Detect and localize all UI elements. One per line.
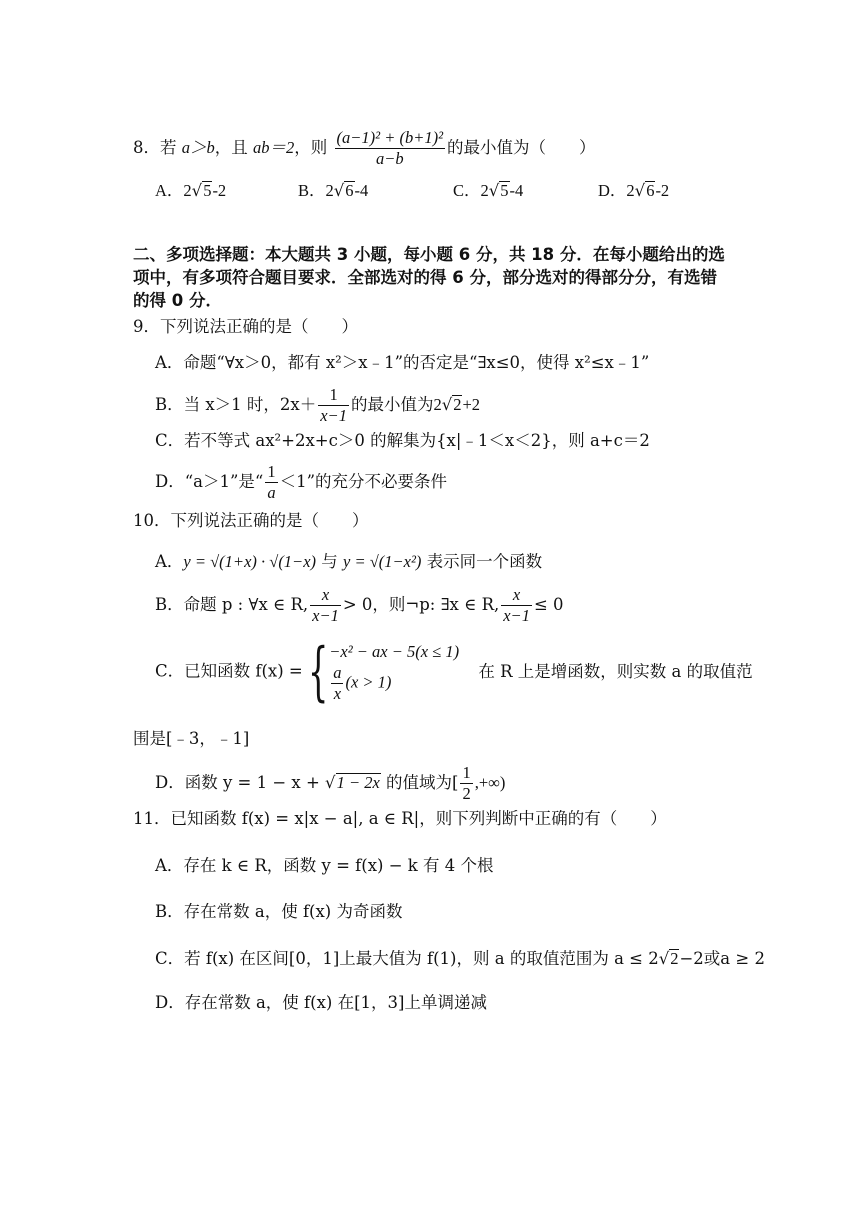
q9-option-d-fraction [265, 462, 277, 503]
q9-option-b-val-post: +2 [462, 395, 481, 414]
q8-stem-end: 的最小值为（ ） [447, 138, 596, 157]
q10-option-d-rad: 1 − 2x [336, 773, 380, 792]
q8-option-d-pre: 2 [626, 181, 635, 200]
q10-option-b-num1: x [310, 585, 341, 606]
q9-option-b: B．当 x＞1 时，2x＋ $\frac{1}{x-1}$ 的最小值为2√2+2 [155, 385, 481, 425]
q8-stem-post: ，则 [294, 138, 328, 157]
q9-option-b-fraction [318, 385, 349, 426]
q8-option-c: C．2√5-4 [453, 181, 524, 200]
q10-option-a-mid: 与 [316, 552, 344, 571]
q9-option-b-den: x−1 [320, 406, 347, 425]
q11-option-b: B．存在常数 a，使 f(x) 为奇函数 [155, 902, 403, 921]
q9-option-b-num: 1 [318, 385, 349, 406]
piecewise-case2-cond: (x > 1) [345, 671, 392, 691]
q8-stem-mid: ，且 [214, 138, 253, 157]
q11-option-c-rad: 2 [670, 949, 679, 968]
q8-fraction [335, 128, 446, 169]
q11-option-c-post: −2或a ≥ 2 [679, 949, 765, 968]
q8-option-b-label: B． [298, 181, 326, 200]
q9-option-d-pre: D．“a＞1”是“ [155, 472, 264, 491]
q10-option-a-post: 表示同一个函数 [421, 552, 543, 571]
q8-option-c-pre: 2 [480, 181, 489, 200]
q8-stem [133, 128, 596, 169]
q9-option-d-den: a [267, 483, 276, 502]
q11-option-c-pre: C．若 f(x) 在区间[0，1]上最大值为 f(1)，则 a 的取值范围为 a ≤ 2 [155, 949, 659, 968]
piecewise-case2-fraction [331, 663, 343, 704]
q10-option-b-den1: x−1 [312, 606, 339, 625]
q11-stem: 11．已知函数 f(x) = x|x − a|, a ∈ R|，则下列判断中正确的有（ ） [133, 809, 667, 828]
section2-line2: 项中，有多项符合题目要求．全部选对的得 6 分，部分选对的得部分分，有选错 [133, 268, 717, 287]
q8-option-a-label: A． [155, 181, 184, 200]
q8-option-c-post: -4 [509, 181, 524, 200]
q10-option-b-fraction2 [501, 585, 532, 626]
q8-option-a-post: -2 [212, 181, 227, 200]
q8-option-d: D．2√6-2 [598, 181, 670, 200]
q10-option-b-den2: x−1 [503, 606, 530, 625]
q8-option-d-post: -2 [655, 181, 670, 200]
q10-option-a-expr1: y = √(1+x) · √(1−x) [183, 552, 317, 571]
q9-option-d [155, 462, 447, 503]
q10-option-b-fraction1 [310, 585, 341, 626]
q9-option-d-post: ＜1”的充分不必要条件 [279, 472, 448, 491]
q10-option-d-den: 2 [462, 784, 471, 803]
piecewise-brace: { [307, 635, 329, 709]
q10-option-d-num: 1 [462, 763, 471, 782]
q10-option-b-mid: > 0，则¬p: ∃x ∈ R, [342, 595, 500, 614]
q9-option-d-num: 1 [267, 462, 276, 481]
section2-line3: 的得 0 分． [133, 291, 222, 310]
piecewise-case1: −x² − ax − 5(x ≤ 1) [329, 641, 460, 661]
q9-option-b-val-pre: 2 [433, 395, 442, 414]
q10-option-c [155, 635, 753, 709]
section2-line1: 二、多项选择题：本大题共 3 小题，每小题 6 分，共 18 分．在每小题给出的选 [133, 245, 725, 264]
q10-option-d-fraction [460, 763, 472, 804]
q10-option-c-cont: 围是[﹣3，﹣1] [133, 729, 250, 748]
q8-stem-pre: 8．若 [133, 138, 182, 157]
piecewise-case2 [329, 663, 459, 704]
q8-cond2: ab＝2 [253, 138, 295, 157]
q10-option-b-post: ≤ 0 [533, 595, 564, 614]
piecewise-cases [329, 641, 459, 704]
q10-option-d-pre: D．函数 y = 1 − x + [155, 773, 326, 792]
q10-option-c-pre: C．已知函数 f(x) = [155, 661, 303, 681]
q10-stem: 10．下列说法正确的是（ ） [133, 511, 369, 530]
q8-option-d-label: D． [598, 181, 627, 200]
q8-option-d-rad: 6 [646, 181, 655, 200]
q10-option-a [155, 551, 542, 573]
q8-option-a-rad: 5 [203, 181, 212, 200]
q9-option-b-post: 的最小值为 [350, 395, 434, 414]
q10-option-d-mid: 的值域为[ [380, 773, 459, 792]
piecewise-case2-num: a [333, 662, 342, 682]
q10-option-b-pre: B．命题 p : ∀x ∈ R, [155, 595, 309, 614]
q10-option-b-num2: x [501, 585, 532, 606]
q8-option-b-post: -4 [354, 181, 369, 200]
piecewise-case2-den: x [333, 683, 342, 703]
q10-option-c-post: 在 R 上是增函数，则实数 a 的取值范 [478, 661, 753, 681]
q10-option-a-pre: A． [155, 552, 184, 571]
q10-option-d: D．函数 y = 1 − x + √1 − 2x 的值域为[ $\frac{1}{2}$ ,+∞) [155, 763, 506, 803]
q8-cond1: a＞b [181, 138, 215, 157]
q8-frac-den: a−b [375, 149, 404, 168]
q8-option-b: B．2√6-4 [298, 181, 369, 200]
q8-option-a-pre: 2 [183, 181, 192, 200]
q9-stem: 9．下列说法正确的是（ ） [133, 317, 358, 336]
q8-option-a: A．2√5-2 [155, 181, 227, 200]
q8-frac-num: (a−1)² + (b+1)² [336, 128, 444, 147]
q9-option-b-val-rad: 2 [453, 395, 462, 414]
q9-option-a: A．命题“∀x＞0，都有 x²＞x﹣1”的否定是“∃x≤0，使得 x²≤x﹣1” [155, 353, 650, 372]
q10-option-a-expr2: y = √(1−x²) [343, 552, 422, 571]
q11-option-a: A．存在 k ∈ R，函数 y = f(x) − k 有 4 个根 [155, 856, 494, 875]
q8-option-b-pre: 2 [325, 181, 334, 200]
q9-option-c: C．若不等式 ax²+2x+c＞0 的解集为{x|﹣1＜x＜2}，则 a+c＝2 [155, 431, 650, 450]
q8-option-c-rad: 5 [500, 181, 509, 200]
q8-option-c-label: C． [453, 181, 481, 200]
q10-option-d-post: ,+∞) [474, 773, 506, 792]
q8-option-b-rad: 6 [345, 181, 354, 200]
q11-option-d: D．存在常数 a，使 f(x) 在[1，3]上单调递减 [155, 993, 487, 1012]
q11-option-c: C．若 f(x) 在区间[0，1]上最大值为 f(1)，则 a 的取值范围为 a ≤ 2√2−2或a ≥ 2 [155, 949, 765, 968]
q9-option-b-pre: B．当 x＞1 时，2x＋ [155, 395, 317, 414]
q10-option-b [155, 585, 564, 626]
